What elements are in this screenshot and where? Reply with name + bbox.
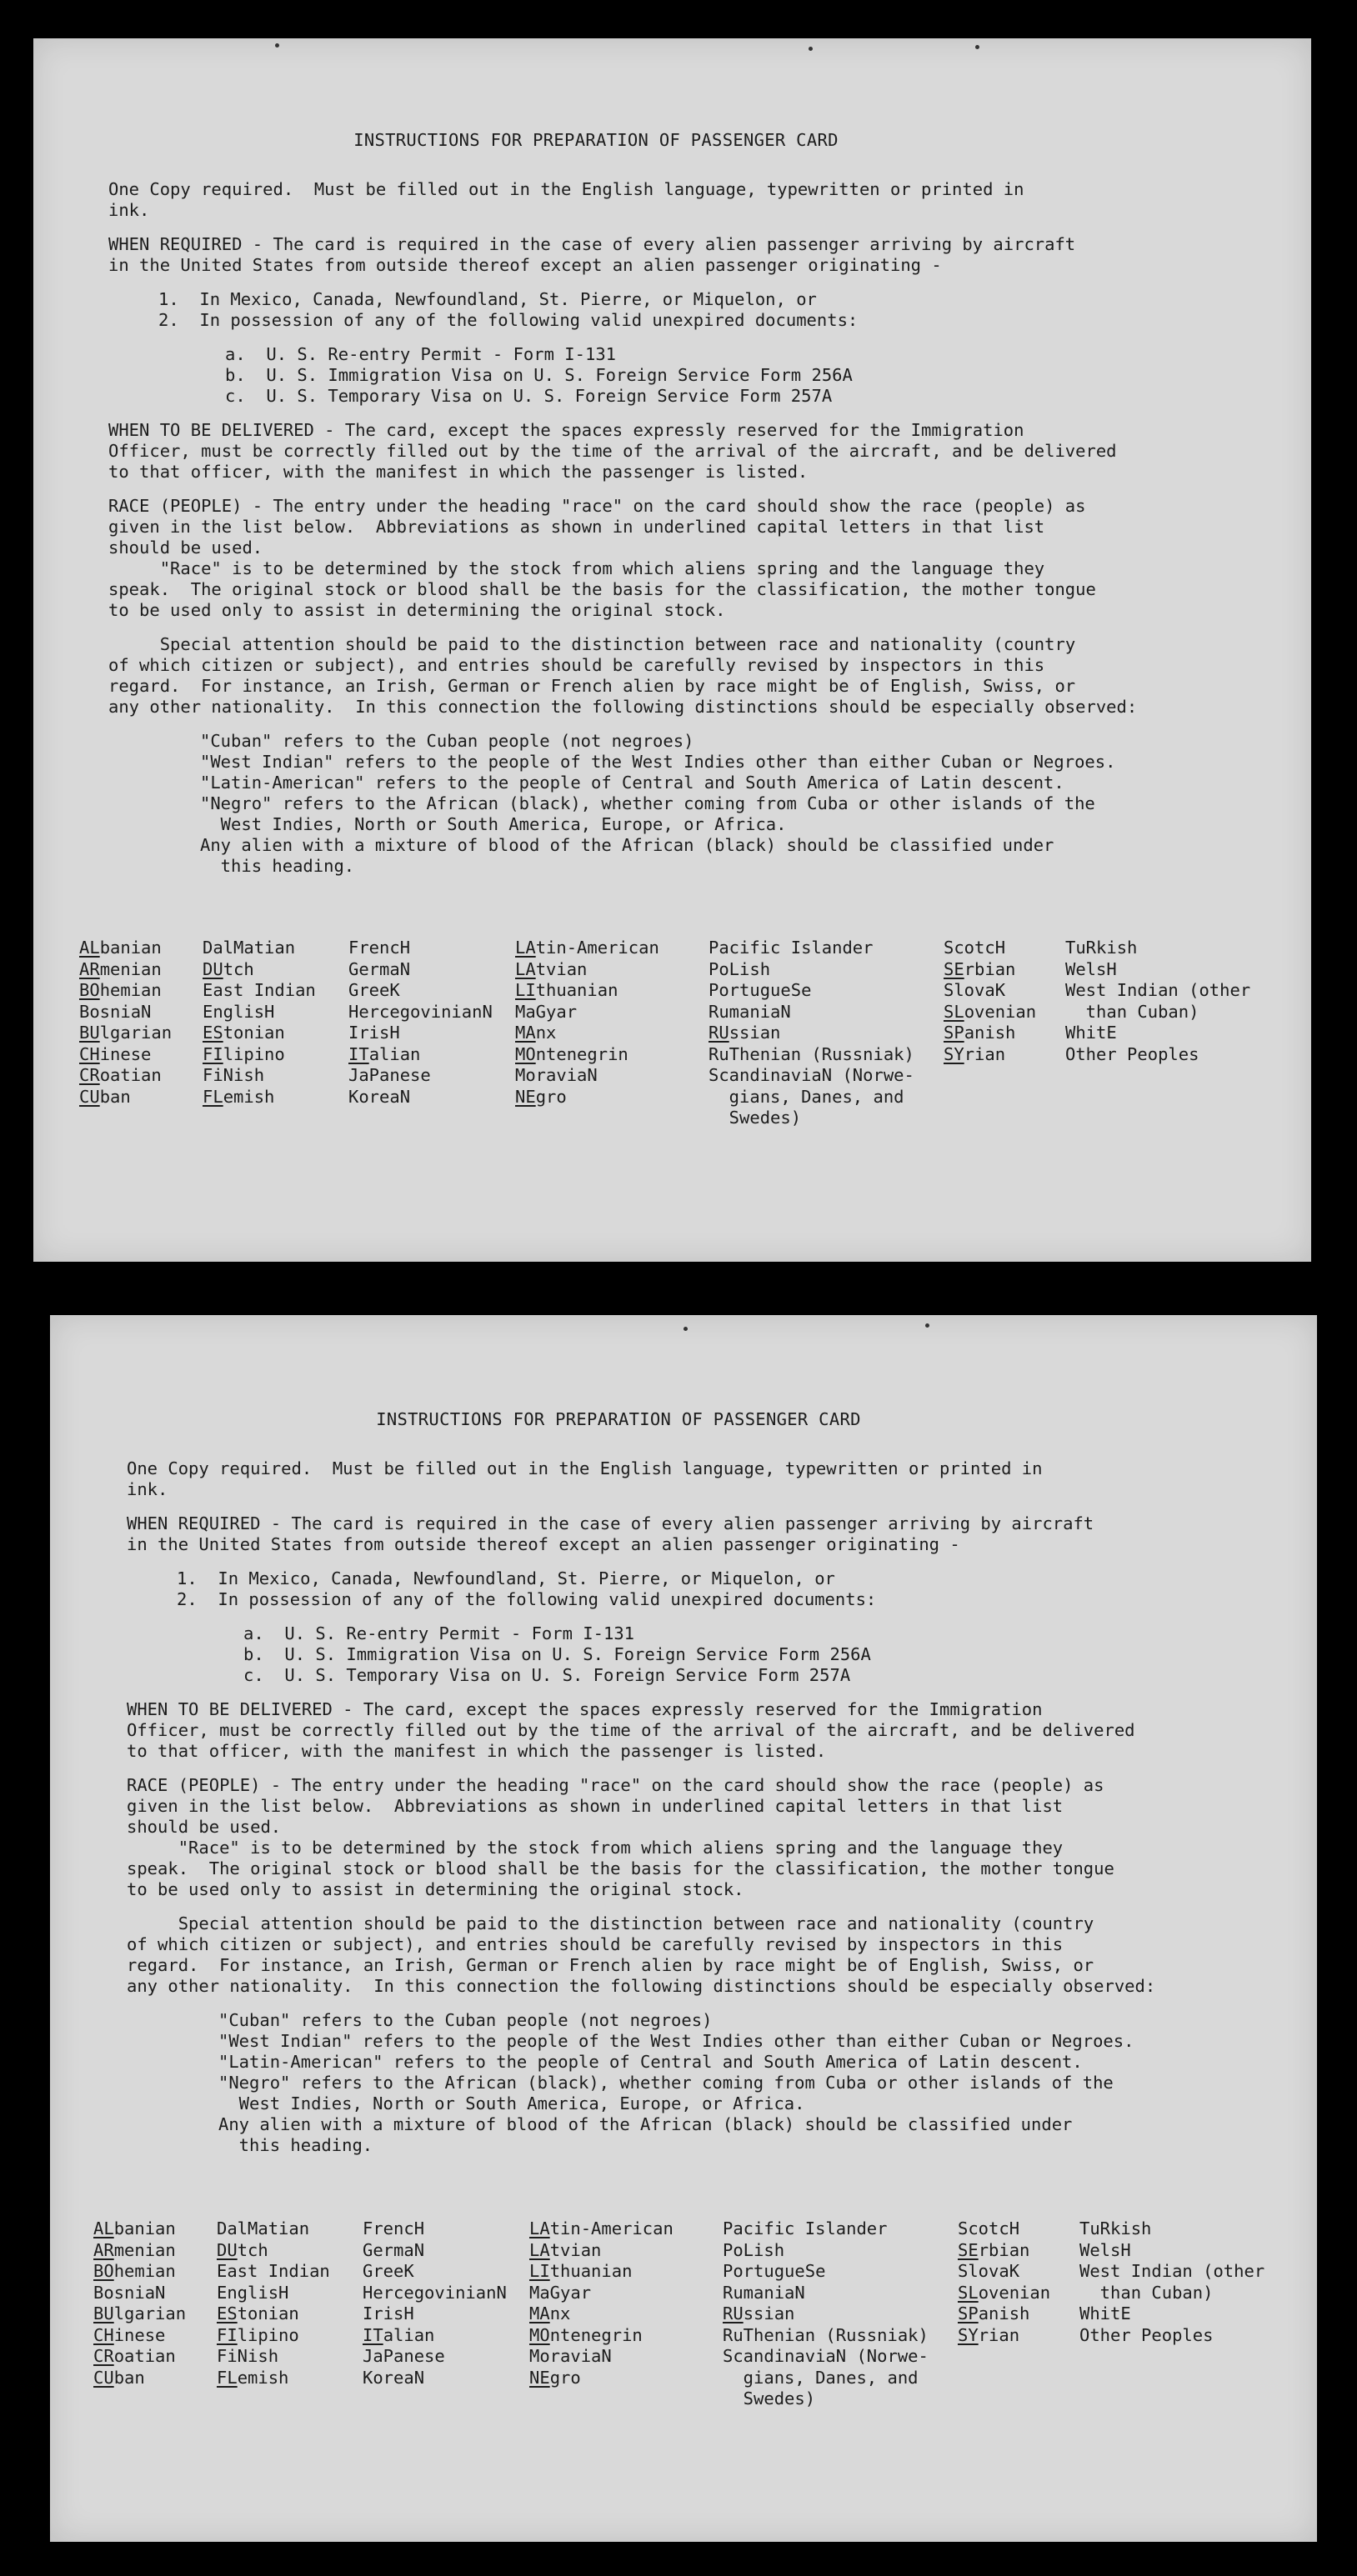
- race-entry: ALbanian: [93, 2218, 176, 2238]
- race-entry: LAtin-American: [515, 938, 659, 958]
- race-entry: HercegovinianN: [363, 2282, 507, 2303]
- race-entry: RUssian: [723, 2303, 795, 2323]
- distinction-item: "Negro" refers to the African (black), whether coming from Cuba or other islands of the West Indies, North or South America, Europe, or Africa.: [218, 2073, 1114, 2113]
- race-entry: FrencH: [363, 2218, 425, 2238]
- ink-speck: [809, 47, 813, 51]
- race-entry: SlovaK: [944, 980, 1006, 1000]
- when-required-paragraph: WHEN REQUIRED - The card is required in the case of every alien passenger arriving by aircraft in the United States from outside thereof except an alien passenger originating -: [108, 234, 1076, 275]
- race-column: [203, 938, 348, 1129]
- distinction-item: Any alien with a mixture of blood of the African (black) should be classified under this heading.: [218, 2114, 1073, 2155]
- race-column: [1065, 938, 1251, 1129]
- copy-note: One Copy required. Must be filled out in the English language, typewritten or printed in ink.: [108, 179, 1024, 220]
- race-entry: MOntenegrin: [529, 2324, 643, 2345]
- special-attention-paragraph: Special attention should be paid to the distinction between race and nationality (country of which citizen or subject), and entries should be carefully revised by inspectors in this regard. For instance, an Irish, German or French alien by race might be of English, Swiss, or any other nationality. In this connection the following distinctions should be especially observed:: [127, 1913, 1156, 1996]
- ink-speck: [275, 43, 279, 48]
- race-entry: DalMatian: [203, 938, 296, 958]
- race-entry: BUlgarian: [79, 1023, 173, 1043]
- origin-item: 2. In possession of any of the following valid unexpired documents:: [158, 310, 859, 330]
- race-entry: WhitE: [1079, 2303, 1131, 2323]
- race-entry: JaPanese: [348, 1065, 431, 1085]
- race-entry: TuRkish: [1079, 2218, 1152, 2238]
- race-definition-paragraph: "Race" is to be determined by the stock from which aliens spring and the language they speak. The original stock or blood shall be the basis for the classification, the mother tongue to be used only to assist in determining the original stock.: [108, 558, 1096, 620]
- race-entry: MAnx: [515, 1023, 557, 1043]
- race-entry: ARmenian: [93, 2239, 176, 2260]
- race-entry: RUssian: [709, 1023, 781, 1043]
- ink-speck: [925, 1323, 929, 1328]
- when-required-paragraph: WHEN REQUIRED - The card is required in the case of every alien passenger arriving by aircraft in the United States from outside thereof except an alien passenger originating -: [127, 1513, 1094, 1554]
- instructions-body: [108, 130, 1292, 890]
- race-column: [348, 938, 515, 1129]
- distinction-item: "Cuban" refers to the Cuban people (not negroes): [218, 2010, 713, 2030]
- passenger-card-instructions-top: [33, 38, 1311, 1262]
- document-item: b. U. S. Immigration Visa on U. S. Foreign Service Form 256A: [225, 365, 853, 385]
- race-column: [79, 938, 203, 1129]
- race-entry: EnglisH: [217, 2282, 289, 2303]
- race-entry: IrisH: [363, 2303, 414, 2323]
- race-list: [93, 2218, 1265, 2410]
- race-column: [723, 2218, 958, 2410]
- origin-item: 2. In possession of any of the following valid unexpired documents:: [177, 1589, 877, 1609]
- race-entry: MoraviaN: [529, 2346, 612, 2366]
- race-entry: PortugueSe: [723, 2261, 826, 2281]
- race-entry: SLovenian: [958, 2282, 1051, 2303]
- race-entry: FIlipino: [203, 1043, 285, 1064]
- race-entry: LAtin-American: [529, 2218, 673, 2238]
- race-entry: ALbanian: [79, 938, 162, 958]
- race-entry: LIthuanian: [515, 980, 618, 1000]
- race-column: [944, 938, 1065, 1129]
- race-entry: JaPanese: [363, 2346, 445, 2366]
- race-entry: GreeK: [348, 980, 400, 1000]
- distinction-item: "Latin-American" refers to the people of Central and South America of Latin descent.: [218, 2052, 1083, 2072]
- race-entry: ScandinaviaN (Norwe-: [709, 1065, 914, 1085]
- when-delivered-paragraph: WHEN TO BE DELIVERED - The card, except the spaces expressly reserved for the Immigration Officer, must be correctly filled out by the time of the arrival of the aircraft, and be delivered to that officer, with the manifest in which the passenger is listed.: [127, 1699, 1135, 1761]
- document-item: a. U. S. Re-entry Permit - Form I-131: [243, 1623, 634, 1643]
- race-entry: GermaN: [348, 958, 411, 979]
- race-entry: SErbian: [944, 958, 1016, 979]
- race-entry: Other Peoples: [1065, 1043, 1199, 1064]
- documents-list: [127, 1623, 1302, 1686]
- race-entry: GermaN: [363, 2239, 425, 2260]
- race-entry: EnglisH: [203, 1001, 275, 1022]
- origin-item: 1. In Mexico, Canada, Newfoundland, St. Pierre, or Miquelon, or: [158, 289, 817, 309]
- race-entry: West Indian (other: [1079, 2261, 1265, 2281]
- race-entry: RuThenian (Russniak): [723, 2324, 929, 2345]
- race-entry: than Cuban): [1079, 2282, 1214, 2303]
- race-entry: DalMatian: [217, 2218, 310, 2238]
- race-entry: than Cuban): [1065, 1001, 1199, 1022]
- race-entry: FiNish: [203, 1065, 265, 1085]
- when-delivered-paragraph: WHEN TO BE DELIVERED - The card, except the spaces expressly reserved for the Immigration Officer, must be correctly filled out by the time of the arrival of the aircraft, and be delivered to that officer, with the manifest in which the passenger is listed.: [108, 420, 1117, 482]
- race-entry: West Indian (other: [1065, 980, 1251, 1000]
- race-entry: RumaniaN: [723, 2282, 805, 2303]
- race-entry: Pacific Islander: [709, 938, 874, 958]
- instructions-body: [127, 1409, 1302, 2169]
- race-entry: PoLish: [709, 958, 771, 979]
- race-entry: SPanish: [958, 2303, 1030, 2323]
- race-entry: PoLish: [723, 2239, 785, 2260]
- copy-note: One Copy required. Must be filled out in the English language, typewritten or printed in ink.: [127, 1458, 1043, 1499]
- race-column: [529, 2218, 723, 2410]
- origin-list: [127, 1568, 1302, 1610]
- race-entry: gians, Danes, and: [709, 1086, 904, 1107]
- race-entry: MOntenegrin: [515, 1043, 628, 1064]
- race-entry: ScotcH: [944, 938, 1006, 958]
- race-entry: LIthuanian: [529, 2261, 633, 2281]
- race-entry: SlovaK: [958, 2261, 1020, 2281]
- race-entry: FLemish: [203, 1086, 275, 1107]
- race-entry: HercegovinianN: [348, 1001, 493, 1022]
- race-entry: BOhemian: [93, 2261, 176, 2281]
- race-entry: WelsH: [1065, 958, 1117, 979]
- race-entry: SErbian: [958, 2239, 1030, 2260]
- race-entry: ITalian: [363, 2324, 435, 2345]
- race-entry: MoraviaN: [515, 1065, 598, 1085]
- race-entry: DUtch: [217, 2239, 268, 2260]
- race-entry: ITalian: [348, 1043, 421, 1064]
- distinction-item: "Latin-American" refers to the people of Central and South America of Latin descent.: [200, 773, 1064, 793]
- distinction-item: "West Indian" refers to the people of the West Indies other than either Cuban or Negroes.: [218, 2031, 1134, 2051]
- race-entry: EStonian: [203, 1023, 285, 1043]
- distinction-item: "Cuban" refers to the Cuban people (not negroes): [200, 731, 694, 751]
- race-column: [958, 2218, 1079, 2410]
- race-entry: SYrian: [958, 2324, 1020, 2345]
- race-entry: East Indian: [217, 2261, 330, 2281]
- race-column: [363, 2218, 529, 2410]
- race-column: [1079, 2218, 1265, 2410]
- race-entry: GreeK: [363, 2261, 414, 2281]
- distinctions-list: [127, 2010, 1302, 2156]
- ink-speck: [684, 1327, 688, 1331]
- race-entry: MaGyar: [515, 1001, 578, 1022]
- race-column: [93, 2218, 217, 2410]
- race-intro-paragraph: RACE (PEOPLE) - The entry under the heading "race" on the card should show the race (people) as given in the list below. Abbreviations as shown in underlined capital letters in that list should be used.: [108, 496, 1086, 558]
- ink-speck: [975, 45, 979, 49]
- race-entry: BosniaN: [79, 1001, 152, 1022]
- distinction-item: Any alien with a mixture of blood of the African (black) should be classified under this heading.: [200, 835, 1054, 876]
- race-entry: TuRkish: [1065, 938, 1138, 958]
- race-entry: FIlipino: [217, 2324, 299, 2345]
- distinction-item: "Negro" refers to the African (black), whether coming from Cuba or other islands of the West Indies, North or South America, Europe, or Africa.: [200, 793, 1095, 834]
- race-entry: CUban: [79, 1086, 131, 1107]
- document-item: b. U. S. Immigration Visa on U. S. Foreign Service Form 256A: [243, 1644, 871, 1664]
- race-entry: BosniaN: [93, 2282, 166, 2303]
- race-entry: ARmenian: [79, 958, 162, 979]
- race-entry: LAtvian: [529, 2239, 602, 2260]
- race-entry: IrisH: [348, 1023, 400, 1043]
- race-entry: PortugueSe: [709, 980, 812, 1000]
- origin-list: [108, 289, 1292, 331]
- race-entry: SPanish: [944, 1023, 1016, 1043]
- race-entry: EStonian: [217, 2303, 299, 2323]
- document-item: a. U. S. Re-entry Permit - Form I-131: [225, 344, 616, 364]
- race-entry: SYrian: [944, 1043, 1006, 1064]
- race-entry: KoreaN: [363, 2367, 425, 2388]
- race-entry: CHinese: [93, 2324, 166, 2345]
- race-entry: RuThenian (Russniak): [709, 1043, 914, 1064]
- race-column: [515, 938, 709, 1129]
- race-entry: WhitE: [1065, 1023, 1117, 1043]
- document-title: INSTRUCTIONS FOR PREPARATION OF PASSENGER CARD: [353, 130, 839, 150]
- race-entry: East Indian: [203, 980, 316, 1000]
- passenger-card-instructions-bottom: [50, 1315, 1317, 2542]
- race-entry: Swedes): [723, 2388, 816, 2408]
- race-column: [709, 938, 944, 1129]
- documents-list: [108, 344, 1292, 407]
- race-entry: SLovenian: [944, 1001, 1037, 1022]
- race-entry: NEgro: [515, 1086, 567, 1107]
- race-entry: WelsH: [1079, 2239, 1131, 2260]
- document-item: c. U. S. Temporary Visa on U. S. Foreign Service Form 257A: [243, 1665, 851, 1685]
- race-entry: RumaniaN: [709, 1001, 791, 1022]
- race-entry: CHinese: [79, 1043, 152, 1064]
- race-entry: MaGyar: [529, 2282, 592, 2303]
- special-attention-paragraph: Special attention should be paid to the distinction between race and nationality (country of which citizen or subject), and entries should be carefully revised by inspectors in this regard. For instance, an Irish, German or French alien by race might be of English, Swiss, or any other nationality. In this connection the following distinctions should be especially observed:: [108, 634, 1138, 717]
- race-entry: FiNish: [217, 2346, 279, 2366]
- race-entry: ScandinaviaN (Norwe-: [723, 2346, 929, 2366]
- race-entry: BUlgarian: [93, 2303, 187, 2323]
- race-entry: CUban: [93, 2367, 145, 2388]
- race-entry: FLemish: [217, 2367, 289, 2388]
- race-entry: NEgro: [529, 2367, 581, 2388]
- race-entry: CRoatian: [93, 2346, 176, 2366]
- race-entry: BOhemian: [79, 980, 162, 1000]
- race-entry: Pacific Islander: [723, 2218, 888, 2238]
- race-list: [79, 938, 1251, 1129]
- race-entry: Other Peoples: [1079, 2324, 1214, 2345]
- document-item: c. U. S. Temporary Visa on U. S. Foreign Service Form 257A: [225, 386, 833, 406]
- race-entry: CRoatian: [79, 1065, 162, 1085]
- distinctions-list: [108, 731, 1292, 877]
- document-title: INSTRUCTIONS FOR PREPARATION OF PASSENGER CARD: [376, 1409, 861, 1429]
- race-entry: LAtvian: [515, 958, 588, 979]
- race-entry: ScotcH: [958, 2218, 1020, 2238]
- race-definition-paragraph: "Race" is to be determined by the stock from which aliens spring and the language they speak. The original stock or blood shall be the basis for the classification, the mother tongue to be used only to assist in determining the original stock.: [127, 1838, 1114, 1899]
- race-entry: KoreaN: [348, 1086, 411, 1107]
- race-entry: DUtch: [203, 958, 254, 979]
- race-column: [217, 2218, 363, 2410]
- race-entry: gians, Danes, and: [723, 2367, 919, 2388]
- race-entry: Swedes): [709, 1108, 802, 1128]
- race-entry: MAnx: [529, 2303, 571, 2323]
- race-intro-paragraph: RACE (PEOPLE) - The entry under the heading "race" on the card should show the race (people) as given in the list below. Abbreviations as shown in underlined capital letters in that list should be used.: [127, 1775, 1104, 1837]
- distinction-item: "West Indian" refers to the people of the West Indies other than either Cuban or Negroes.: [200, 752, 1116, 772]
- race-entry: FrencH: [348, 938, 411, 958]
- origin-item: 1. In Mexico, Canada, Newfoundland, St. Pierre, or Miquelon, or: [177, 1568, 835, 1588]
